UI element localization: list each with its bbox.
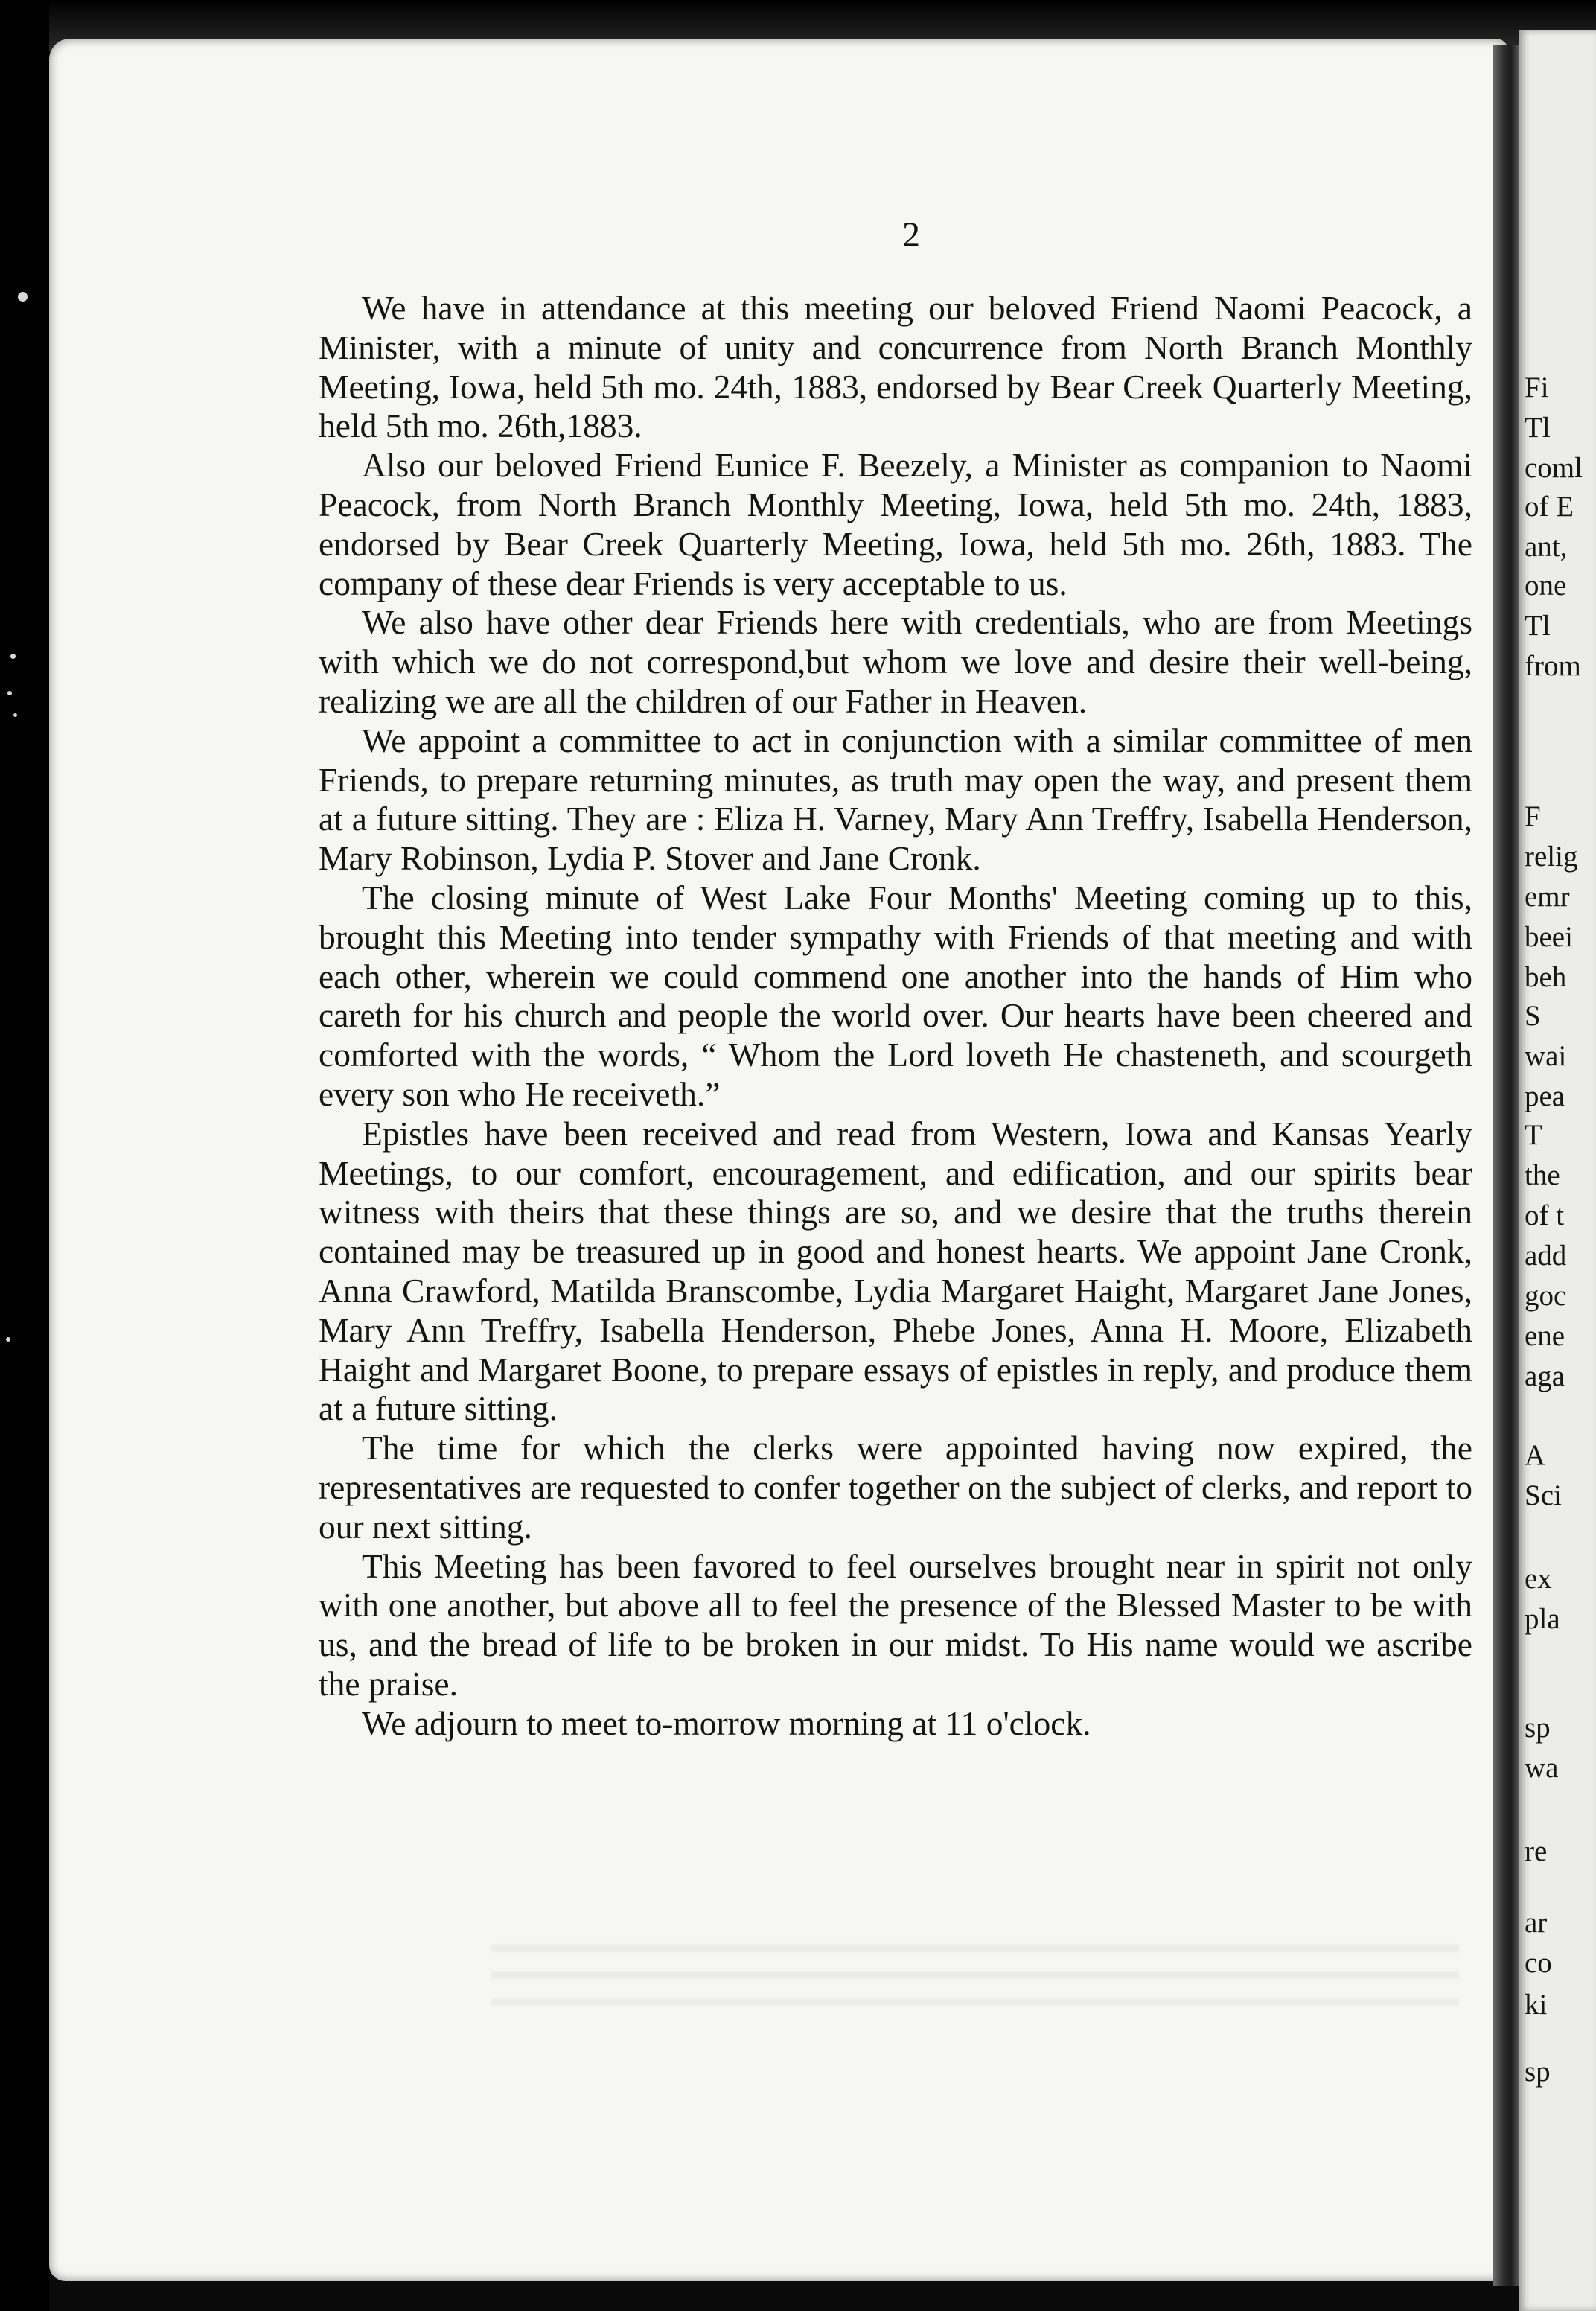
scan-dust-spot xyxy=(18,292,28,302)
paragraph: We also have other dear Friends here with credentials, who are from Meetings with which we do not correspond,but whom we love and desire their well-being, realizing we are all the children of our Father in Heaven. xyxy=(319,603,1472,720)
adjacent-page-fragment: the xyxy=(1525,1159,1560,1191)
paragraph: We have in attendance at this meeting our beloved Friend Naomi Peacock, a Minister, with a minute of unity and concurrence from North Branch Monthly Meeting, Iowa, held 5th mo. 24th, 1883, endorsed by Bear Creek Quarterly Meeting, held 5th mo. 26th,1883. xyxy=(319,289,1472,445)
book-gutter xyxy=(1493,45,1519,2286)
paragraph: The time for which the clerks were appointed having now expired, the representatives are requested to confer together on the subject of clerks, and report to our next sitting. xyxy=(319,1429,1472,1546)
paragraph: Also our beloved Friend Eunice F. Beezely, a Minister as companion to Naomi Peacock, from North Branch Monthly Meeting, Iowa, held 5th mo. 24th, 1883, endorsed by Bear Creek Quarterly Meeting, Iowa, held 5th mo. 26th, 1883. The company of these dear Friends is very acceptable to us. xyxy=(319,446,1472,602)
adjacent-page-fragment: emr xyxy=(1525,881,1570,913)
paragraph: This Meeting has been favored to feel ourselves brought near in spirit not only with one another, but above all to feel the presence of the Blessed Master to be with us, and the bread of life to be broken in our midst. To His name would we ascribe the praise. xyxy=(319,1546,1472,1703)
scan-dust-spot xyxy=(13,713,17,717)
adjacent-page-fragment: sp xyxy=(1525,2056,1551,2088)
paragraph: We adjourn to meet to-morrow morning at 11 o'clock. xyxy=(362,1703,1091,1742)
adjacent-page-edge xyxy=(1519,30,1596,2311)
scan-dust-spot xyxy=(6,1337,10,1342)
adjacent-page-fragment: from xyxy=(1525,650,1581,682)
body-text xyxy=(319,289,1472,1743)
adjacent-page-fragment: wa xyxy=(1525,1752,1559,1784)
adjacent-page-fragment: ki xyxy=(1525,1989,1548,2021)
scan-dust-spot xyxy=(10,654,16,659)
paragraph: The closing minute of West Lake Four Months' Meeting coming up to this, brought this Meeting into tender sympathy with Friends of that meeting and with each other, wherein we could commend one another into the hands of Him who careth for his church and people the world over. Our hearts have been cheered and comforted with the words, “ Whom the Lord loveth He chasteneth, and scourgeth every son who He receiveth.” xyxy=(319,878,1472,1113)
adjacent-page-fragment: re xyxy=(1525,1835,1548,1867)
adjacent-page-fragment: aga xyxy=(1525,1360,1565,1392)
adjacent-page-fragment: sp xyxy=(1525,1712,1551,1744)
adjacent-page-fragment: of t xyxy=(1525,1199,1565,1231)
adjacent-page-fragment: Sci xyxy=(1525,1479,1562,1511)
adjacent-page-fragment: pla xyxy=(1525,1603,1560,1635)
adjacent-page-fragment: Tl xyxy=(1525,412,1551,444)
adjacent-page-fragment: wai xyxy=(1525,1040,1567,1072)
adjacent-page-fragment: ene xyxy=(1525,1320,1565,1352)
scan-left-border xyxy=(0,0,49,2311)
adjacent-page-fragment: S xyxy=(1525,1000,1541,1032)
adjacent-page-fragment: F xyxy=(1525,800,1541,832)
scan-dust-spot xyxy=(7,691,12,695)
adjacent-page-fragment: ex xyxy=(1525,1563,1552,1595)
adjacent-page-fragment: pea xyxy=(1525,1080,1565,1112)
adjacent-page-fragment: of E xyxy=(1525,491,1574,523)
paragraph: Epistles have been received and read from Western, Iowa and Kansas Yearly Meetings, to our comfort, encouragement, and edification, and our spirits bear witness with theirs that these things are so, and we desire that the truths therein contained may be treasured up in good and honest hearts. We appoint Jane Cronk, Anna Crawford, Matilda Branscombe, Lydia Margaret Haight, Margaret Jane Jones, Mary Ann Treffry, Isabella Henderson, Phebe Jones, Anna H. Moore, Elizabeth Haight and Margaret Boone, to prepare essays of epistles in reply, and produce them at a future sitting. xyxy=(319,1114,1472,1428)
adjacent-page-fragment: ant, xyxy=(1525,531,1568,563)
paragraph: We appoint a committee to act in conjunction with a similar committee of men Friends, to prepare returning minutes, as truth may open the way, and present them at a future sitting. They are : Eliza H. Varney, Mary Ann Treffry, Isabella Henderson, Mary Robinson, Lydia P. Stover and Jane Cronk. xyxy=(319,721,1472,878)
adjacent-page-fragment: A xyxy=(1525,1439,1546,1471)
adjacent-page-fragment: Fi xyxy=(1525,372,1549,404)
adjacent-page-fragment: co xyxy=(1525,1947,1552,1979)
adjacent-page-fragment: beh xyxy=(1525,961,1567,993)
adjacent-page-fragment: add xyxy=(1525,1240,1567,1272)
page-number: 2 xyxy=(902,215,920,255)
adjacent-page-fragment: goc xyxy=(1525,1280,1567,1312)
adjacent-page-fragment: ar xyxy=(1525,1907,1548,1939)
adjacent-page-fragment: one xyxy=(1525,570,1567,602)
adjacent-page-fragment: coml xyxy=(1525,452,1583,484)
adjacent-page-fragment: Tl xyxy=(1525,610,1551,642)
adjacent-page-fragment: relig xyxy=(1525,841,1578,873)
adjacent-page-fragment: beei xyxy=(1525,921,1573,953)
adjacent-page-fragment: T xyxy=(1525,1119,1542,1151)
show-through-text xyxy=(491,1925,1459,2007)
